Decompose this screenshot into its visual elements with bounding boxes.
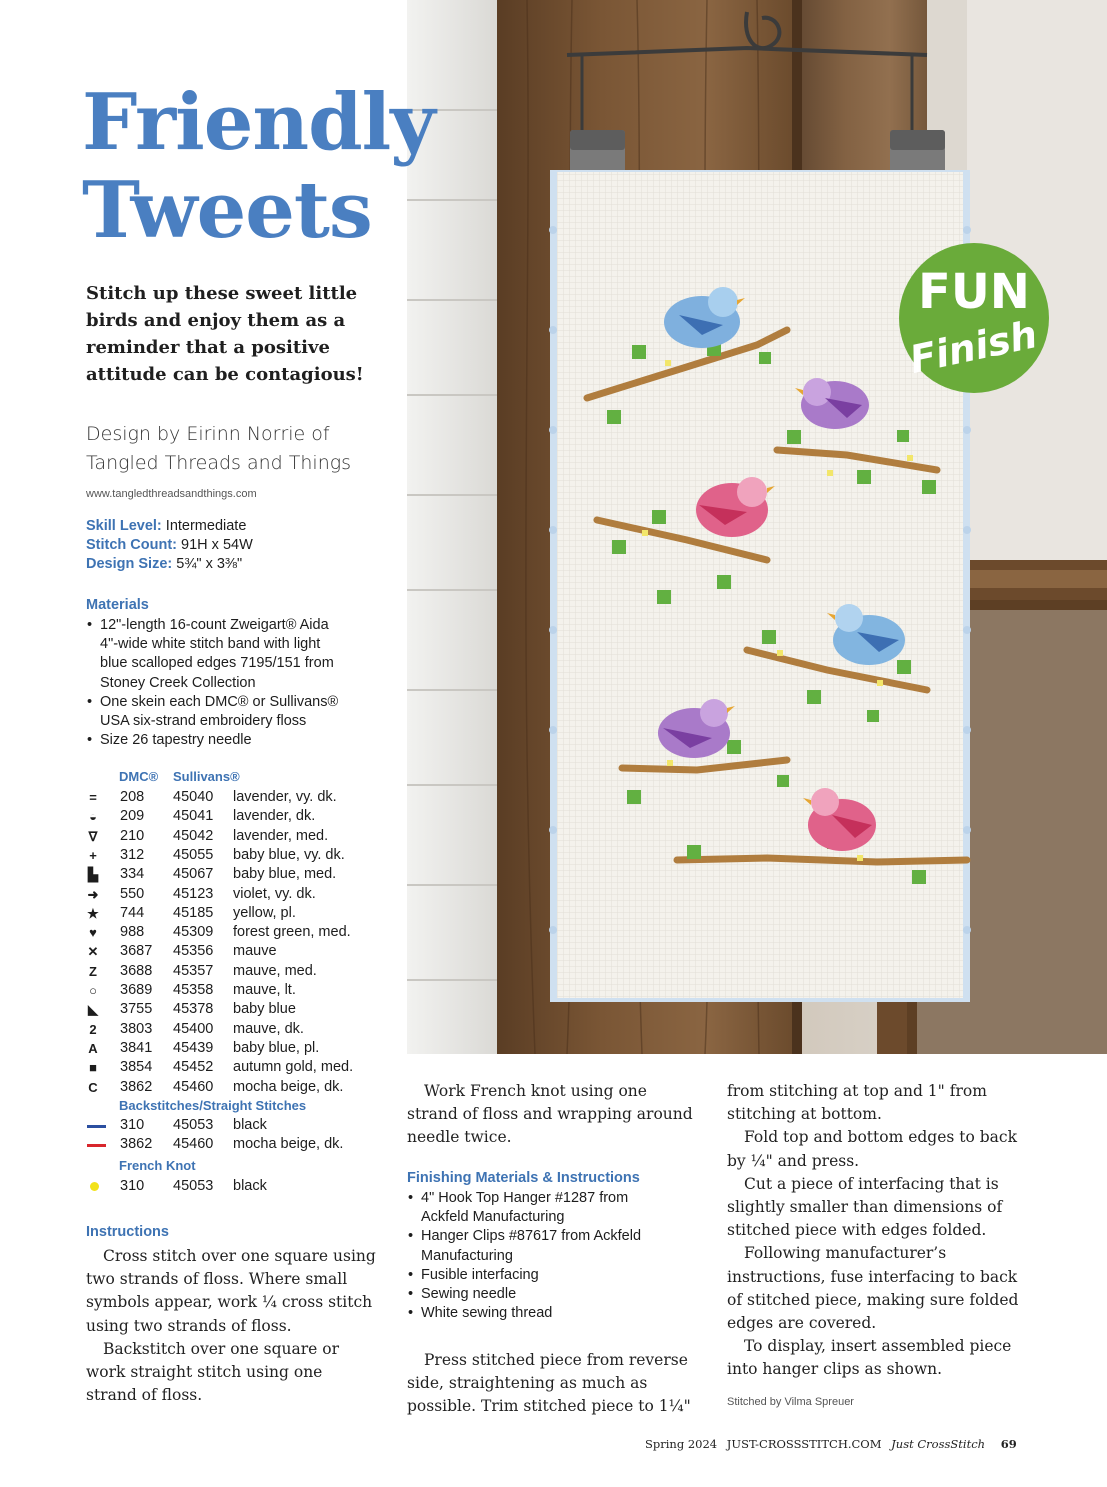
designer-website[interactable]: www.tangledthreadsandthings.com [86,488,257,500]
paragraph-line: using two strands of floss. [86,1316,292,1335]
badge-line1: FUN [918,264,1030,320]
stitch-symbol: ○ [89,983,97,998]
floss-row [86,807,406,826]
list-item: • Fusible interfacing [408,1266,539,1283]
dmc-number: 3689 [120,982,153,998]
color-name: lavender, dk. [233,808,316,825]
color-name: mocha beige, dk. [233,1078,344,1095]
stitch-symbol: ♥ [89,925,97,941]
materials-heading: Materials [86,597,149,613]
color-name: mocha beige, dk. [233,1136,344,1153]
floss-row [86,788,406,807]
dmc-number: 3687 [120,943,153,960]
stitch-symbol: = [89,790,97,805]
intro-line: attitude can be contagious! [86,364,364,385]
paragraph-line: instructions, fuse interfacing to back [727,1267,1018,1286]
paragraph-line: stitching at bottom. [727,1105,882,1124]
paragraph-line: Following manufacturer’s [744,1244,947,1263]
stitch-symbol: ✕ [87,944,99,960]
dmc-column-header: DMC® [119,769,159,784]
sullivans-number: 45040 [173,789,214,805]
dmc-number: 3803 [120,1020,153,1037]
sullivans-number: 45452 [173,1059,214,1076]
dmc-number: 312 [120,846,145,863]
sullivans-number: 45378 [173,1001,214,1018]
stitch-symbol: ➜ [87,886,99,902]
skill-level: Skill Level: Intermediate [86,518,247,534]
floss-row [86,1020,406,1039]
sullivans-number: 45439 [173,1039,214,1056]
stitch-symbol: ∇ [88,828,98,844]
paragraph-line: strand of floss. [86,1386,203,1405]
instructions-col3 [727,1080,1018,1382]
color-name: mauve, med. [233,962,317,979]
stitch-symbol: ■ [89,1060,97,1076]
stitch-symbol: ★ [87,905,99,921]
dmc-number: 550 [120,885,145,902]
footer-magazine: Just CrossStitch [891,1437,986,1451]
paragraph-line: Cut a piece of interfacing that is [744,1174,999,1193]
paragraph-line: slightly smaller than dimensions of [727,1198,1003,1217]
badge-line2: Finish [905,312,1041,382]
color-name: mauve, lt. [233,982,296,998]
dmc-number: 744 [120,904,145,921]
stitch-symbol: A [88,1040,98,1056]
stitch-symbol: ◒ [89,809,97,825]
dmc-number: 210 [120,827,145,844]
stitch-symbol: ◣ [88,1002,98,1018]
sullivans-number: 45309 [173,924,214,941]
sullivans-number: 45400 [173,1020,214,1037]
color-name: baby blue, pl. [233,1039,320,1056]
backstitch-header: Backstitches/Straight Stitches [119,1097,307,1113]
sullivans-number: 45067 [173,866,214,883]
instructions-col2-top [407,1080,693,1150]
floss-row [86,981,406,1000]
sullivans-number: 45055 [173,846,214,863]
color-name: forest green, med. [233,924,351,941]
dmc-number: 3854 [120,1059,153,1076]
sullivans-number: 45460 [173,1136,214,1153]
paragraph-line: needle twice. [407,1128,512,1147]
title-line2: Tweets [82,165,372,256]
floss-row [86,1058,406,1077]
paragraph-line: stitched piece with edges folded. [727,1221,987,1240]
backstitch-line-swatch [87,1125,106,1128]
dmc-number: 310 [120,1178,145,1194]
sullivans-number: 45042 [173,827,214,844]
french-knot-row [86,1177,406,1196]
sullivans-number: 45357 [173,962,214,979]
paragraph-line: work straight stitch using one [86,1363,323,1382]
paragraph-line: side, straightening as much as [407,1374,648,1393]
stitch-symbol: + [89,847,97,863]
page-footer [645,1437,1023,1451]
sullivans-number: 45460 [173,1078,214,1095]
color-name: mauve, dk. [233,1020,304,1037]
sullivans-number: 45358 [173,982,214,998]
instructions-col1 [86,1245,376,1407]
paragraph-line: of stitched piece, making sure folded [727,1290,1019,1309]
intro-line: reminder that a positive [86,337,330,358]
color-name: black [233,1178,267,1194]
color-name: violet, vy. dk. [233,885,316,902]
color-name: mauve [233,943,277,960]
intro-text [86,280,386,388]
paragraph-line: symbols appear, work ¼ cross stitch [86,1293,373,1312]
backstitch-line-swatch [87,1144,106,1147]
stitcher-credit: Stitched by Vilma Spreuer [727,1396,854,1408]
dmc-number: 988 [120,924,145,941]
dmc-number: 3755 [120,1001,153,1018]
paragraph-line: by ¼" and press. [727,1151,860,1170]
sullivans-number: 45041 [173,808,214,825]
floss-row [86,923,406,942]
intro-line: Stitch up these sweet little [86,283,358,304]
sullivans-number: 45123 [173,885,214,902]
floss-row [86,846,406,865]
dmc-number: 310 [120,1117,145,1134]
project-specs [86,517,253,574]
backstitch-row [86,1116,406,1135]
color-name: autumn gold, med. [233,1059,354,1076]
stitch-symbol: Z [89,963,97,979]
floss-row [86,865,406,884]
color-name: lavender, med. [233,827,329,844]
page-number: 69 [1000,1437,1017,1451]
paragraph-line: Cross stitch over one square using [103,1247,376,1265]
finishing-heading: Finishing Materials & Instructions [407,1170,640,1186]
footer-site: JUST-CROSSSTITCH.COM [726,1437,882,1451]
dmc-number: 209 [120,808,145,825]
french-knot-header: French Knot [119,1157,196,1173]
fun-finish-badge [899,243,1049,393]
sullivans-number: 45053 [173,1178,214,1194]
paragraph-line: Fold top and bottom edges to back [744,1128,1017,1147]
color-name: black [233,1117,267,1134]
list-item: • White sewing thread [408,1305,553,1322]
paragraph-line: Backstitch over one square or [103,1339,340,1358]
sullivans-number: 45185 [173,904,214,921]
paragraph-line: Work French knot using one [424,1082,647,1100]
color-name: lavender, vy. dk. [233,789,337,805]
paragraph-line: into hanger clips as shown. [727,1360,943,1379]
floss-row [86,1039,406,1058]
paragraph-line: Press stitched piece from reverse [424,1351,688,1369]
dmc-number: 3862 [120,1136,153,1153]
sullivans-number: 45053 [173,1117,214,1134]
list-item: • Sewing needle [408,1286,517,1303]
french-knot-dot-icon [90,1182,99,1191]
byline-line: Tangled Threads and Things [86,452,352,474]
dmc-number: 334 [120,866,145,883]
paragraph-line: To display, insert assembled piece [744,1337,1012,1356]
project-photo [407,0,1107,1054]
stitch-count: Stitch Count: 91H x 54W [86,537,253,553]
intro-line: birds and enjoy them as a [86,310,346,331]
sullivans-number: 45356 [173,943,214,960]
list-item: • 12"-length 16-count Zweigart® Aida 4"-wide white stitch band with light blue scalloped edges 7195/151 from Stoney Creek Collection [87,617,334,691]
floss-row [86,827,406,846]
color-name: yellow, pl. [233,904,296,921]
dmc-number: 3862 [120,1078,153,1095]
design-size: Design Size: 5¾" x 3⅜" [86,556,243,572]
paragraph-line: possible. Trim stitched piece to 1¼" [407,1397,691,1416]
sullivans-column-header: Sullivans® [173,769,240,784]
list-item: • Hanger Clips #87617 from Ackfeld Manufacturing [408,1228,642,1264]
backstitch-row [86,1135,406,1154]
list-item: • Size 26 tapestry needle [87,732,252,749]
byline [86,420,351,478]
materials-list [86,616,338,750]
title-line1: Friendly [82,77,435,168]
color-name: baby blue [233,1001,296,1018]
color-name: baby blue, med. [233,866,337,883]
floss-row [86,962,406,981]
floss-row [86,904,406,923]
paragraph-line: two strands of floss. Where small [86,1270,348,1289]
list-item: • One skein each DMC® or Sullivans® USA six-strand embroidery floss [87,693,339,730]
floss-row [86,885,406,904]
list-item: • 4" Hook Top Hanger #1287 from Ackfeld Manufacturing [408,1190,629,1226]
footer-issue: Spring 2024 [645,1437,718,1451]
dmc-number: 208 [120,789,145,805]
stitch-symbol: C [88,1079,98,1095]
stitch-symbol: 2 [89,1021,97,1037]
dmc-number: 3688 [120,962,153,979]
floss-row [86,1078,406,1097]
floss-row [86,942,406,961]
finishing-list [407,1189,641,1323]
stitch-symbol: ▙ [88,867,98,883]
paragraph-line: edges are covered. [727,1314,877,1333]
instructions-col2-bottom [407,1349,691,1419]
paragraph-line: from stitching at top and 1" from [727,1082,987,1100]
byline-line: Design by Eirinn Norrie of [86,423,330,445]
instructions-heading: Instructions [86,1224,169,1240]
color-name: baby blue, vy. dk. [233,846,345,863]
paragraph-line: strand of floss and wrapping around [407,1105,693,1124]
floss-row [86,1000,406,1019]
dmc-number: 3841 [120,1039,153,1056]
